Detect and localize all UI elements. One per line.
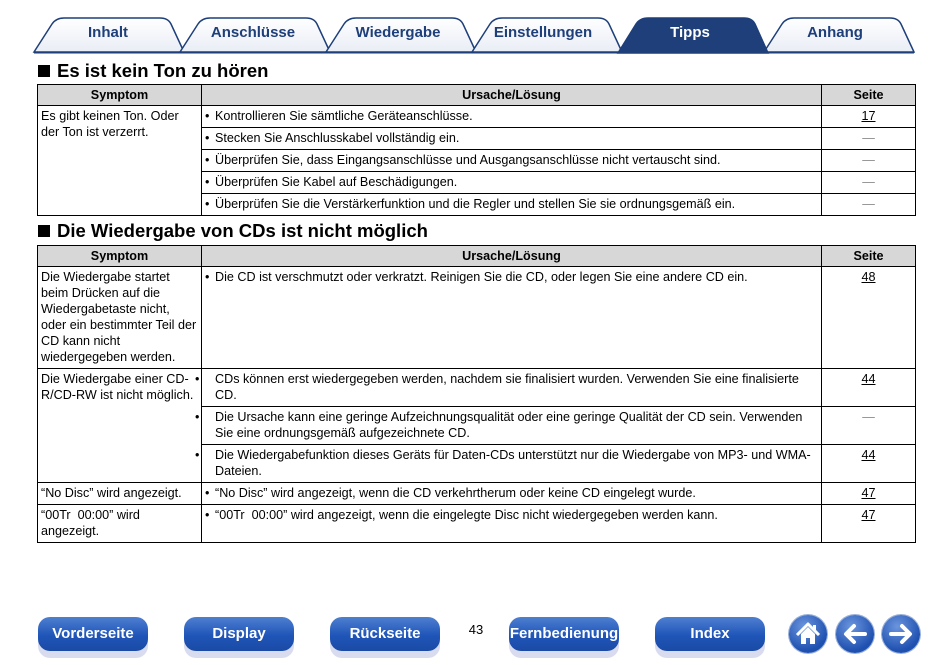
page-link[interactable]: 44 [861,372,876,386]
table-row [38,483,916,505]
page-link[interactable]: 48 [861,270,876,284]
page-link[interactable]: 17 [861,109,876,123]
page-dash: — [862,153,875,167]
cause-cell: • CDs können erst wiedergegeben werden, nachdem sie finalisiert wurden. Verwenden Sie eine finalisierte CD. [202,369,822,407]
table-row [38,267,916,369]
table-cd-playback [37,245,916,543]
page-cell[interactable] [822,106,916,128]
header-cause: Ursache/Lösung [202,85,822,106]
page-cell [822,407,916,445]
symptom-cell: “00Tr 00:00” wird angezeigt. [38,505,202,543]
cause-cell: • “00Tr 00:00” wird angezeigt, wenn die eingelegte Disc nicht wiedergegeben werden kann. [202,505,822,543]
bullet-icon: • [205,175,210,189]
bullet-icon: • [205,197,210,211]
header-symptom: Symptom [38,246,202,267]
page-link[interactable]: 47 [861,486,876,500]
page-cell [822,194,916,216]
bullet-icon: • [195,448,200,462]
cause-cell: • Die Ursache kann eine geringe Aufzeichnungsqualität oder eine geringe Qualität der CD sein. Verwenden Sie eine ordnungsgemäß aufgezeichnete CD. [202,407,822,445]
bullet-icon: • [195,372,200,386]
page-cell[interactable] [822,505,916,543]
page-cell[interactable] [822,267,916,369]
bullet-icon: • [195,410,200,424]
table-header-row [38,246,916,267]
cause-cell: • Überprüfen Sie die Verstärkerfunktion und die Regler und stellen Sie sie ordnungsgemäß ein. [202,194,822,216]
nav-button-index[interactable]: Index [655,617,765,651]
bullet-icon: • [205,131,210,145]
home-button[interactable] [789,615,827,653]
bullet-icon: • [205,270,210,284]
bullet-icon: • [205,153,210,167]
header-cause: Ursache/Lösung [202,246,822,267]
nav-button-rueckseite[interactable]: Rückseite [330,617,440,651]
page-cell [822,128,916,150]
table-row [38,106,916,128]
nav-button-fernbedienung[interactable]: Fernbedienung [509,617,619,651]
page-cell[interactable] [822,483,916,505]
bullet-icon: • [205,486,210,500]
home-icon [789,615,827,653]
page-dash: — [862,131,875,145]
tab-inhalt[interactable]: Inhalt [88,24,128,41]
symptom-cell: “No Disc” wird angezeigt. [38,483,202,505]
page-cell[interactable] [822,369,916,407]
top-tab-bar [0,0,950,54]
tab-anschluesse[interactable]: Anschlüsse [210,24,296,41]
symptom-cell: Die Wiedergabe einer CD-R/CD-RW ist nicht möglich. [38,369,202,483]
cause-cell: • Kontrollieren Sie sämtliche Geräteanschlüsse. [202,106,822,128]
square-bullet-icon [38,65,50,77]
cause-cell: • Die Wiedergabefunktion dieses Geräts für Daten-CDs unterstützt nur die Wiedergabe von MP3- und WMA-Dateien. [202,445,822,483]
cause-cell: • Überprüfen Sie, dass Eingangsanschlüsse und Ausgangsanschlüsse nicht vertauscht sind. [202,150,822,172]
page-dash: — [862,175,875,189]
forward-button[interactable] [882,615,920,653]
cause-cell: • “No Disc” wird angezeigt, wenn die CD verkehrtherum oder keine CD eingelegt wurde. [202,483,822,505]
section-title: Die Wiedergabe von CDs ist nicht möglich [57,220,428,241]
header-symptom: Symptom [38,85,202,106]
symptom-cell: Es gibt keinen Ton. Oder der Ton ist verzerrt. [38,106,202,216]
symptom-cell: Die Wiedergabe startet beim Drücken auf die Wiedergabetaste nicht, oder ein bestimmter Teil der CD kann nicht wiedergegeben werden. [38,267,202,369]
page-dash: — [862,410,875,424]
page-link[interactable]: 44 [861,448,876,462]
header-page: Seite [822,246,916,267]
table-header-row [38,85,916,106]
page-number: 43 [468,622,484,637]
header-page: Seite [822,85,916,106]
page-dash: — [862,197,875,211]
tab-wiedergabe[interactable]: Wiedergabe [355,24,441,41]
nav-button-display[interactable]: Display [184,617,294,651]
page-cell[interactable] [822,445,916,483]
section-heading-no-sound [38,59,268,83]
page-cell [822,172,916,194]
square-bullet-icon [38,225,50,237]
cause-cell: • Überprüfen Sie Kabel auf Beschädigungen. [202,172,822,194]
tab-einstellungen[interactable]: Einstellungen [493,24,593,41]
table-no-sound [37,84,916,216]
page-link[interactable]: 47 [861,508,876,522]
arrow-left-icon [836,615,874,653]
table-row [38,369,916,407]
nav-button-vorderseite[interactable]: Vorderseite [38,617,148,651]
page-cell [822,150,916,172]
cause-cell: • Stecken Sie Anschlusskabel vollständig ein. [202,128,822,150]
cause-cell: • Die CD ist verschmutzt oder verkratzt. Reinigen Sie die CD, oder legen Sie eine andere CD ein. [202,267,822,369]
bullet-icon: • [205,508,210,522]
section-title: Es ist kein Ton zu hören [57,60,269,81]
tab-tipps[interactable]: Tipps [670,24,710,41]
arrow-right-icon [882,615,920,653]
section-heading-cd-playback [38,219,428,243]
tab-anhang[interactable]: Anhang [807,24,863,41]
bullet-icon: • [205,109,210,123]
table-row [38,505,916,543]
back-button[interactable] [836,615,874,653]
